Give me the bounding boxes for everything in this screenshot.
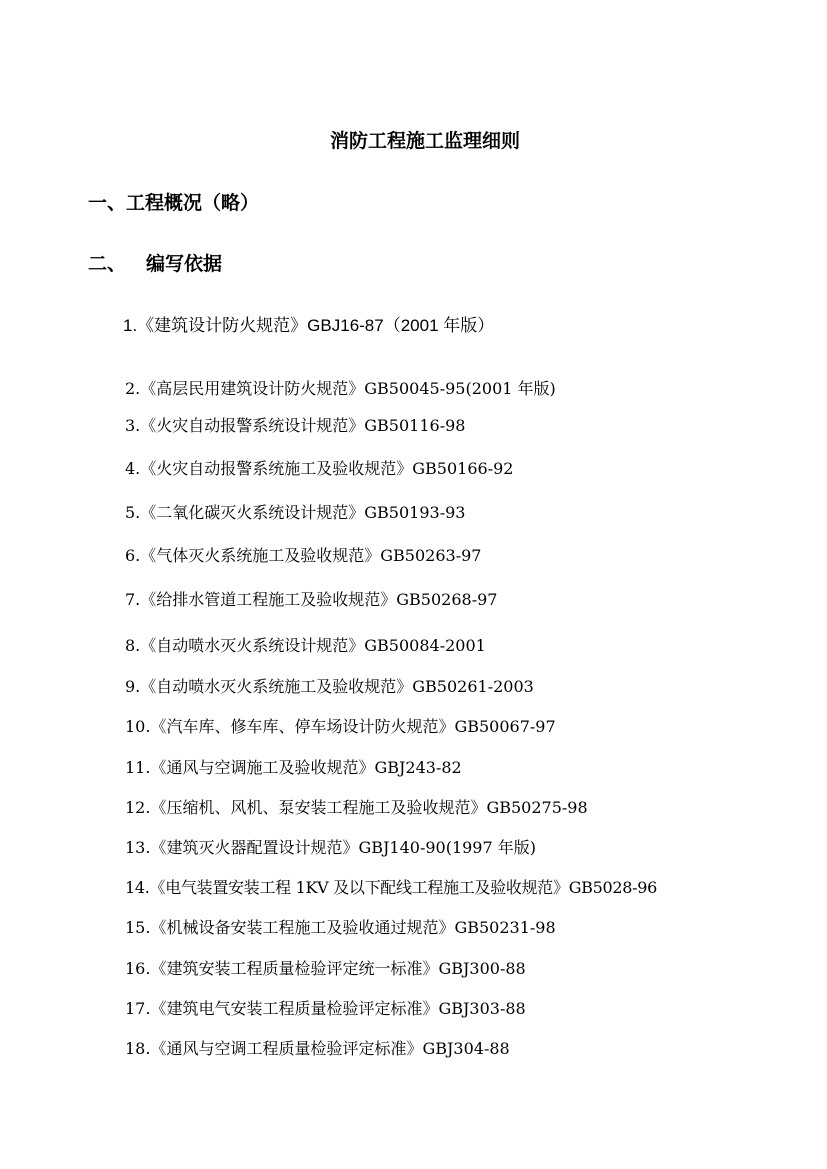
- section-number: 二、: [88, 253, 127, 275]
- reference-item: 9.《自动喷水灭火系统施工及验收规范》GB50261-2003: [125, 677, 534, 696]
- reference-item: 17.《建筑电气安装工程质量检验评定标准》GBJ303-88: [125, 999, 526, 1018]
- reference-item: 3.《火灾自动报警系统设计规范》GB50116-98: [125, 416, 466, 435]
- reference-item: 7.《给排水管道工程施工及验收规范》GB50268-97: [125, 590, 498, 609]
- reference-item: 13.《建筑灭火器配置设计规范》GBJ140-90(1997 年版): [125, 838, 536, 857]
- reference-item: 11.《通风与空调施工及验收规范》GBJ243-82: [125, 758, 462, 777]
- reference-item: 5.《二氧化碳灭火系统设计规范》GB50193-93: [125, 503, 466, 522]
- reference-item: 14.《电气装置安装工程 1KV 及以下配线工程施工及验收规范》GB5028-96: [125, 878, 658, 897]
- section-number: 一、: [88, 192, 127, 214]
- reference-item: 1.《建筑设计防火规范》GBJ16-87（2001 年版）: [123, 316, 495, 335]
- section-heading-basis: [88, 251, 222, 277]
- reference-item: 18.《通风与空调工程质量检验评定标准》GBJ304-88: [125, 1039, 510, 1058]
- document-title: 消防工程施工监理细则: [329, 130, 520, 152]
- reference-item: 16.《建筑安装工程质量检验评定统一标准》GBJ300-88: [125, 959, 526, 978]
- section-heading-overview: [88, 190, 259, 216]
- reference-item: 2.《高层民用建筑设计防火规范》GB50045-95(2001 年版): [125, 379, 556, 398]
- reference-item: 10.《汽车库、修车库、停车场设计防火规范》GB50067-97: [125, 717, 556, 736]
- reference-item: 6.《气体灭火系统施工及验收规范》GB50263-97: [125, 546, 482, 565]
- reference-item: 15.《机械设备安装工程施工及验收通过规范》GB50231-98: [125, 918, 556, 937]
- section-label: 工程概况（略）: [126, 192, 260, 214]
- section-label: 编写依据: [146, 253, 223, 275]
- reference-item: 12.《压缩机、风机、泵安装工程施工及验收规范》GB50275-98: [125, 798, 588, 817]
- reference-item: 8.《自动喷水灭火系统设计规范》GB50084-2001: [125, 636, 486, 655]
- reference-item: 4.《火灾自动报警系统施工及验收规范》GB50166-92: [125, 459, 514, 478]
